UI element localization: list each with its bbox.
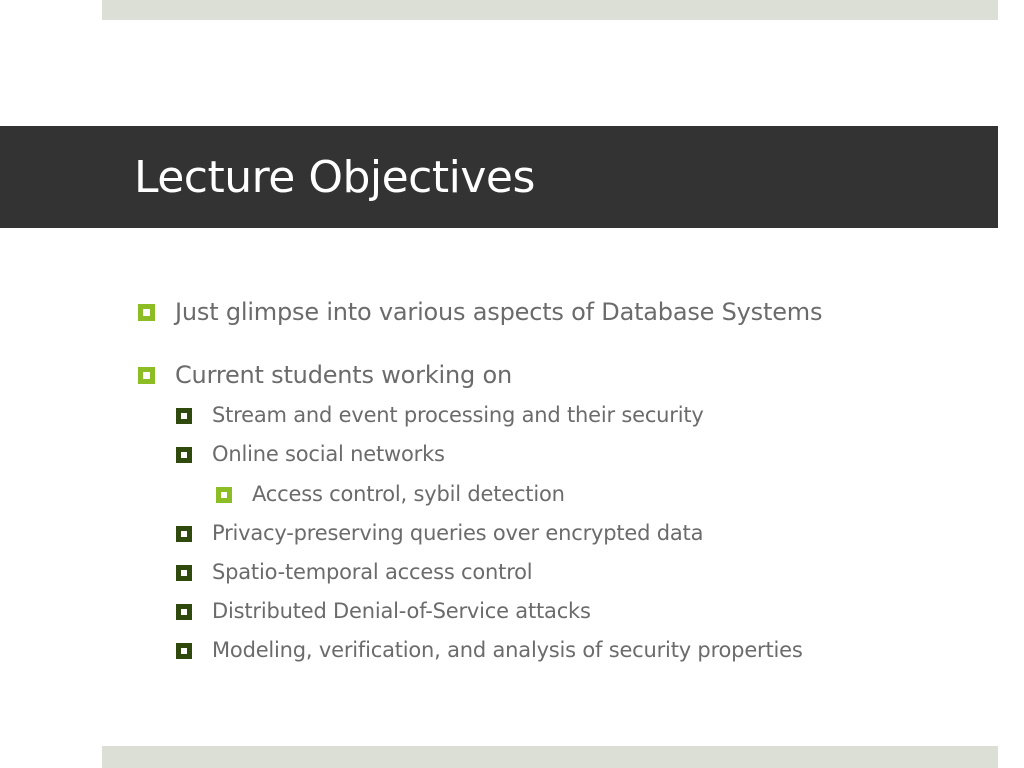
square-bullet-icon: [176, 643, 192, 659]
sub-bullet-text: Stream and event processing and their security: [212, 403, 704, 427]
sub-bullet-item: [176, 562, 532, 583]
square-bullet-icon: [176, 565, 192, 581]
top-decorative-bar: [102, 0, 998, 20]
sub-bullet-text: Distributed Denial-of-Service attacks: [212, 599, 591, 623]
sub-bullet-text: Online social networks: [212, 442, 445, 466]
bullet-item: [138, 300, 822, 324]
bottom-decorative-bar: [102, 746, 998, 768]
sub-bullet-item: [176, 640, 803, 661]
sub-bullet-text: Privacy-preserving queries over encrypted data: [212, 521, 704, 545]
square-bullet-icon: [176, 447, 192, 463]
sub-bullet-item: [176, 523, 703, 544]
sub-sub-bullet-text: Access control, sybil detection: [252, 482, 565, 506]
sub-bullet-text: Spatio-temporal access control: [212, 560, 533, 584]
bullet-text: Current students working on: [175, 361, 512, 389]
sub-bullet-item: [176, 601, 591, 622]
square-bullet-icon: [138, 367, 155, 384]
bullet-text: Just glimpse into various aspects of Database Systems: [175, 298, 823, 326]
sub-bullet-item: [176, 405, 704, 426]
sub-bullet-text: Modeling, verification, and analysis of security properties: [212, 638, 803, 662]
sub-bullet-item: [176, 444, 445, 465]
square-bullet-icon: [176, 604, 192, 620]
square-bullet-icon: [216, 487, 232, 503]
slide-title: Lecture Objectives: [134, 152, 535, 203]
square-bullet-icon: [176, 408, 192, 424]
sub-sub-bullet-item: [216, 484, 565, 505]
square-bullet-icon: [138, 304, 155, 321]
bullet-item: [138, 363, 512, 387]
square-bullet-icon: [176, 526, 192, 542]
